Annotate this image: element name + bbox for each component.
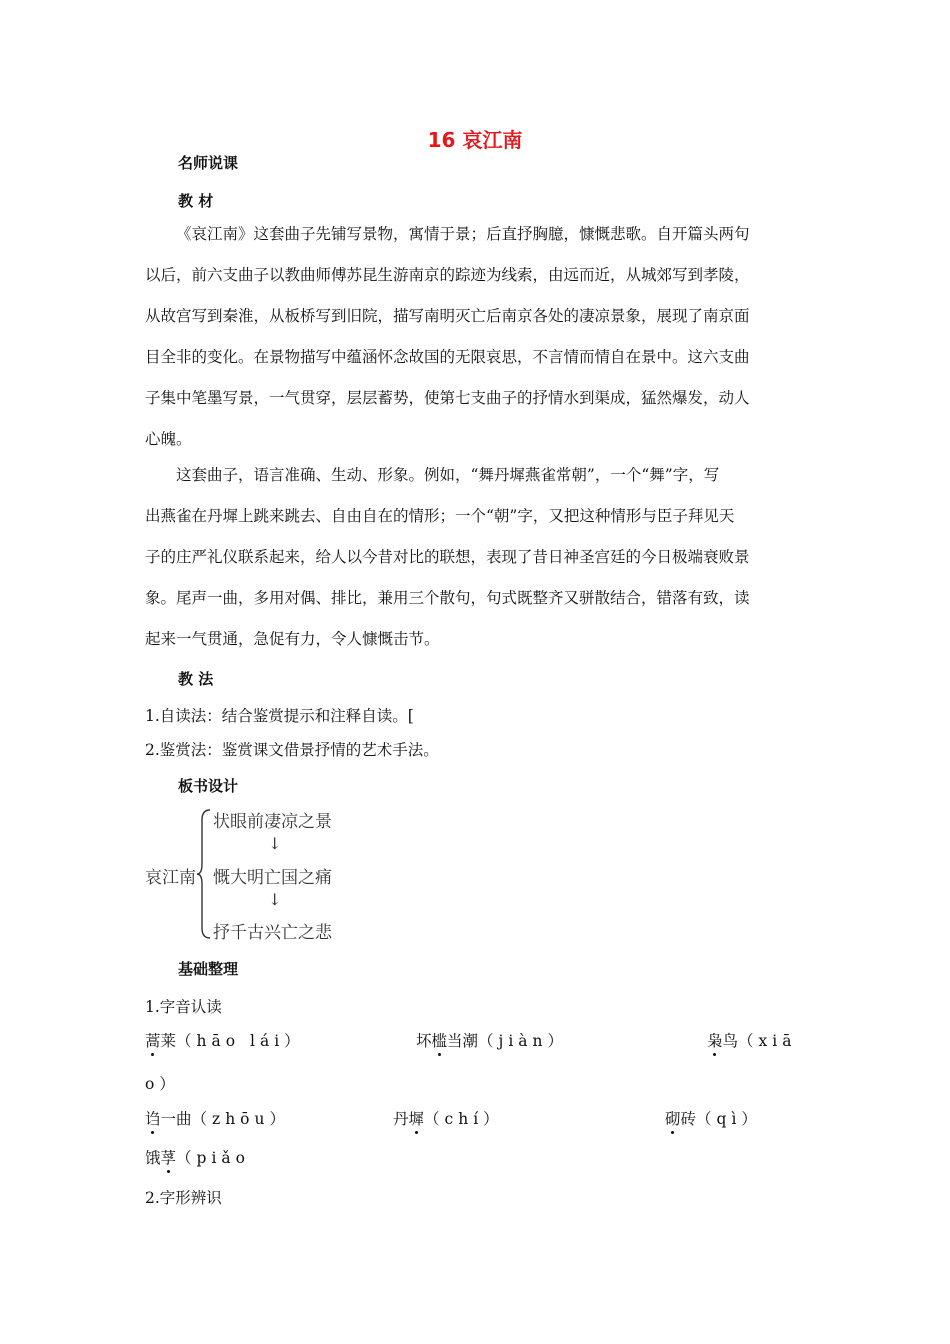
board-root: 哀江南 (145, 868, 196, 888)
page-title: 16 哀江南 (427, 128, 523, 152)
text-line: 象。尾声一曲，多用对偶、排比，兼用三个散句，句式既整齐又骈散结合，错落有致，读 (145, 589, 750, 607)
pinyin-entry: 坏槛当潮（jiàn） (416, 1032, 569, 1050)
text-line: 从故宫写到秦淮，从板桥写到旧院，描写南明灭亡后南京各处的凄凉景象，展现了南京面 (145, 307, 750, 325)
arrow-down-icon: ↓ (268, 834, 282, 853)
text-line: 心魄。 (145, 430, 192, 448)
section-board-design: 板书设计 (178, 777, 239, 795)
method-item-1: 1.自读法：结合鉴赏提示和注释自读。[ (145, 707, 414, 725)
section-teacher-lecture: 名师说课 (178, 154, 239, 172)
pinyin-entry: 砌砖（qì） (665, 1110, 762, 1128)
text-line: 《哀江南》这套曲子先铺写景物，寓情于景；后直抒胸臆，慷慨悲歌。自开篇头两句 (176, 225, 750, 243)
pinyin-entry: 枭鸟（xiā (707, 1032, 797, 1050)
text-line: 以后，前六支曲子以教曲师傅苏昆生游南京的踪迹为线索，由远而近，从城郊写到孝陵， (145, 266, 750, 284)
pinyin-wrap: o） (145, 1075, 180, 1093)
section-basics: 基础整理 (178, 960, 239, 978)
text-line: 起来一气贯通，急促有力，令人慷慨击节。 (145, 630, 440, 648)
material-paragraph-2 (145, 455, 810, 660)
pinyin-entry: 蒿莱（hāo lái） (145, 1032, 305, 1050)
arrow-down-icon: ↓ (268, 890, 282, 909)
text-line: 目全非的变化。在景物描写中蕴涵怀念故国的无限哀思，不言情而情自在景中。这六支曲 (145, 348, 750, 366)
pinyin-entry: 诌一曲（zhōu） (145, 1110, 290, 1128)
pinyin-entry: 饿莩（piǎo (145, 1149, 250, 1167)
section-material: 教 材 (178, 192, 214, 210)
basics-item-1-title: 1.字音认读 (145, 998, 222, 1016)
brace-icon (196, 808, 212, 940)
method-item-2: 2.鉴赏法：鉴赏课文借景抒情的艺术手法。 (145, 741, 439, 759)
text-line: 子的庄严礼仪联系起来，给人以今昔对比的联想，表现了昔日神圣宫廷的今日极端衰败景 (145, 548, 750, 566)
board-item-3: 抒千古兴亡之悲 (213, 923, 332, 943)
board-item-1: 状眼前凄凉之景 (213, 812, 332, 832)
text-line: 这套曲子，语言准确、生动、形象。例如，“舞丹墀燕雀常朝”，一个“舞”字，写 (176, 466, 720, 484)
basics-item-2-title: 2.字形辨识 (145, 1189, 222, 1207)
pinyin-entry: 丹墀（chí） (393, 1110, 504, 1128)
section-method: 教 法 (178, 670, 214, 688)
board-item-2: 慨大明亡国之痛 (213, 868, 332, 888)
text-line: 子集中笔墨写景，一气贯穿，层层蓄势，使第七支曲子的抒情水到渠成，猛然爆发，动人 (145, 389, 750, 407)
material-paragraph-1 (145, 214, 810, 460)
text-line: 出燕雀在丹墀上跳来跳去、自由自在的情形；一个“朝”字，又把这种情形与臣子拜见天 (145, 507, 735, 525)
